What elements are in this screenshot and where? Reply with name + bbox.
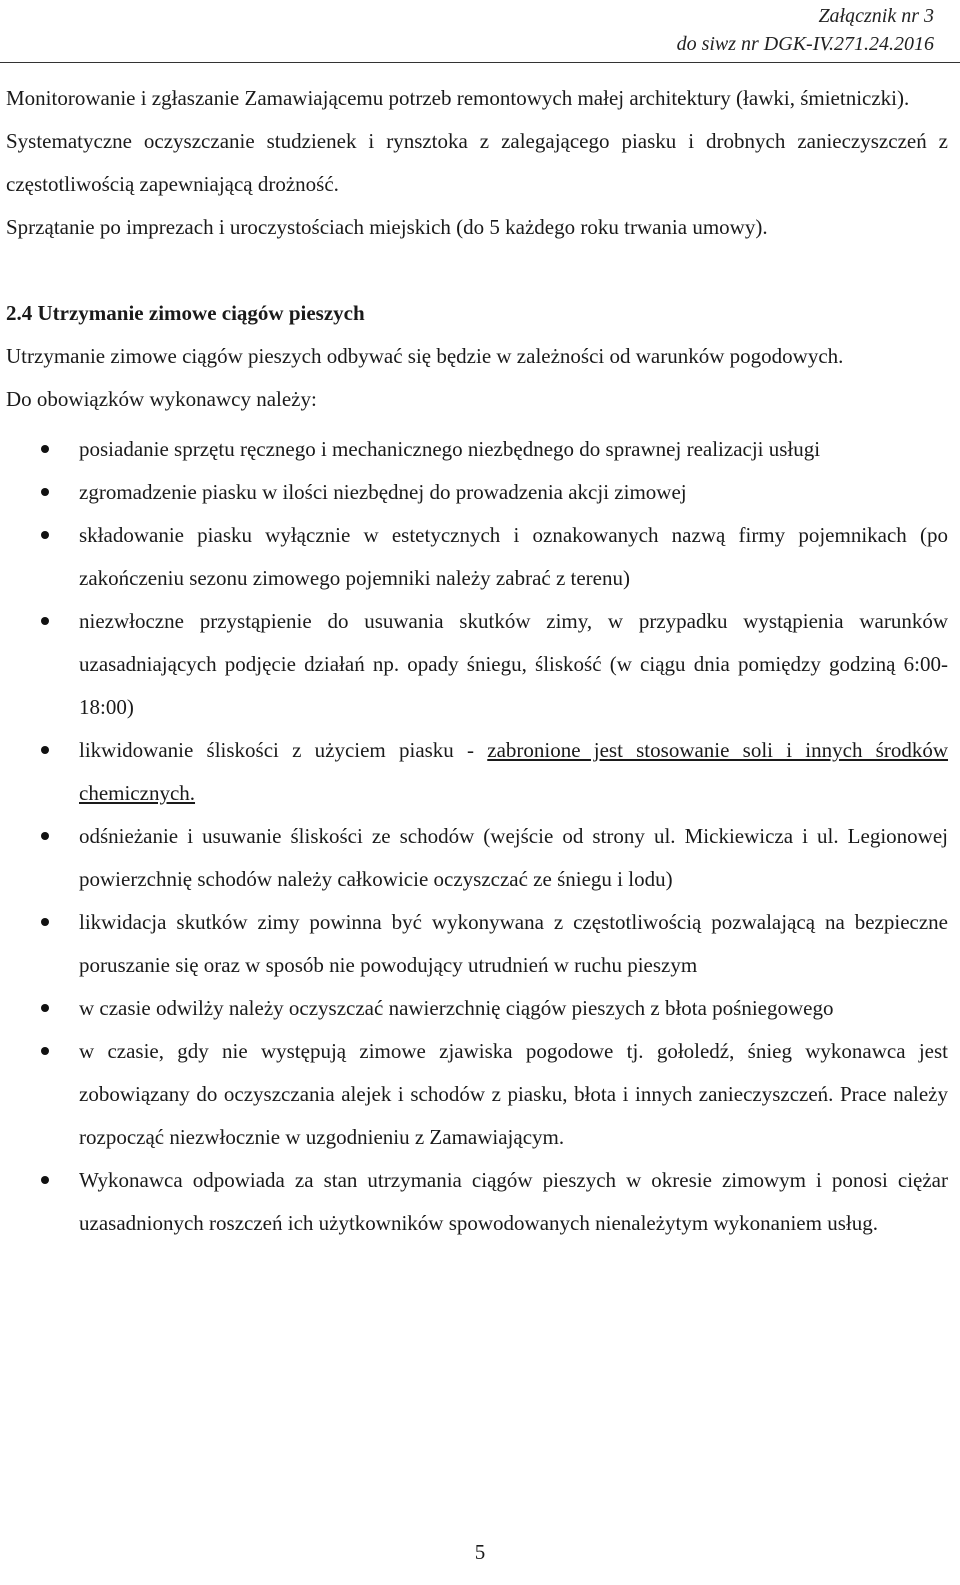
header-divider [0, 62, 960, 63]
bullet-icon [41, 531, 49, 539]
list-item [6, 901, 948, 987]
list-item-text: zgromadzenie piasku w ilości niezbędnej do prowadzenia akcji zimowej [79, 480, 687, 504]
list-item [6, 1159, 948, 1245]
section-paragraph-1: Utrzymanie zimowe ciągów pieszych odbywać się będzie w zależności od warunków pogodowych. [6, 344, 844, 368]
document-body [6, 77, 948, 1245]
bullet-icon [41, 445, 49, 453]
section-heading: 2.4 Utrzymanie zimowe ciągów pieszych [6, 301, 365, 325]
bullet-icon [41, 1176, 49, 1184]
intro-paragraph-3: Sprzątanie po imprezach i uroczystościach miejskich (do 5 każdego roku trwania umowy). [6, 215, 768, 239]
list-item [6, 600, 948, 729]
list-item-text: Wykonawca odpowiada za stan utrzymania ciągów pieszych w okresie zimowym i ponosi ciężar uzasadnionych roszczeń ich użytkowników spowodowanych nienależytym wykonaniem usług. [79, 1168, 948, 1235]
attachment-header [677, 2, 934, 58]
list-item-text: składowanie piasku wyłącznie w estetycznych i oznakowanych nazwą firmy pojemnikach (po zakończeniu sezonu zimowego pojemniki należy zabrać z terenu) [79, 523, 948, 590]
duties-list [6, 428, 948, 1245]
header-reference-number: do siwz nr DGK-IV.271.24.2016 [676, 33, 934, 55]
bullet-icon [41, 918, 49, 926]
list-item [6, 815, 948, 901]
bullet-icon [41, 1004, 49, 1012]
page-number: 5 [474, 1540, 486, 1564]
list-item [6, 471, 948, 514]
list-item [6, 1030, 948, 1159]
section-paragraph-2: Do obowiązków wykonawcy należy: [6, 387, 317, 411]
bullet-icon [41, 617, 49, 625]
list-item-text: posiadanie sprzętu ręcznego i mechanicznego niezbędnego do sprawnej realizacji usługi [79, 437, 821, 461]
bullet-icon [41, 746, 49, 754]
list-item [6, 987, 948, 1030]
list-item-text: likwidowanie śliskości z użyciem piasku - [79, 738, 488, 762]
list-item-text: niezwłoczne przystąpienie do usuwania skutków zimy, w przypadku wystąpienia warunków uzasadniających podjęcie działań np. opady śniegu, śliskość (w ciągu dnia pomiędzy godziną 6:00-18:00) [79, 609, 948, 719]
intro-paragraph-2: Systematyczne oczyszczanie studzienek i rynsztoka z zalegającego piasku i drobnych zanieczyszczeń z częstotliwością zapewniającą drożność. [6, 129, 948, 196]
intro-paragraph-1: Monitorowanie i zgłaszanie Zamawiającemu potrzeb remontowych małej architektury (ławki, śmietniczki). [6, 86, 910, 110]
bullet-icon [41, 1047, 49, 1055]
bullet-icon [41, 832, 49, 840]
list-item-text: likwidacja skutków zimy powinna być wykonywana z częstotliwością pozwalającą na bezpieczne poruszanie się oraz w sposób nie powodujący utrudnień w ruchu pieszym [79, 910, 948, 977]
list-item-text: odśnieżanie i usuwanie śliskości ze schodów (wejście od strony ul. Mickiewicza i ul. Legionowej powierzchnię schodów należy całkowicie oczyszczać ze śniegu i lodu) [79, 824, 948, 891]
list-item-text: w czasie, gdy nie występują zimowe zjawiska pogodowe tj. gołoledź, śnieg wykonawca jest zobowiązany do oczyszczania alejek i schodów z piasku, błota i innych zanieczyszczeń. Prace należy rozpocząć niezwłocznie w uzgodnieniu z Zamawiającym. [79, 1039, 948, 1149]
header-attachment-label: Załącznik nr 3 [818, 5, 934, 27]
list-item-text: w czasie odwilży należy oczyszczać nawierzchnię ciągów pieszych z błota pośniegowego [79, 996, 834, 1020]
list-item [6, 428, 948, 471]
list-item [6, 729, 948, 815]
bullet-icon [41, 488, 49, 496]
list-item-underlined-text: zabronione jest stosowanie soli i innych środków chemicznych. [79, 738, 948, 805]
list-item [6, 514, 948, 600]
